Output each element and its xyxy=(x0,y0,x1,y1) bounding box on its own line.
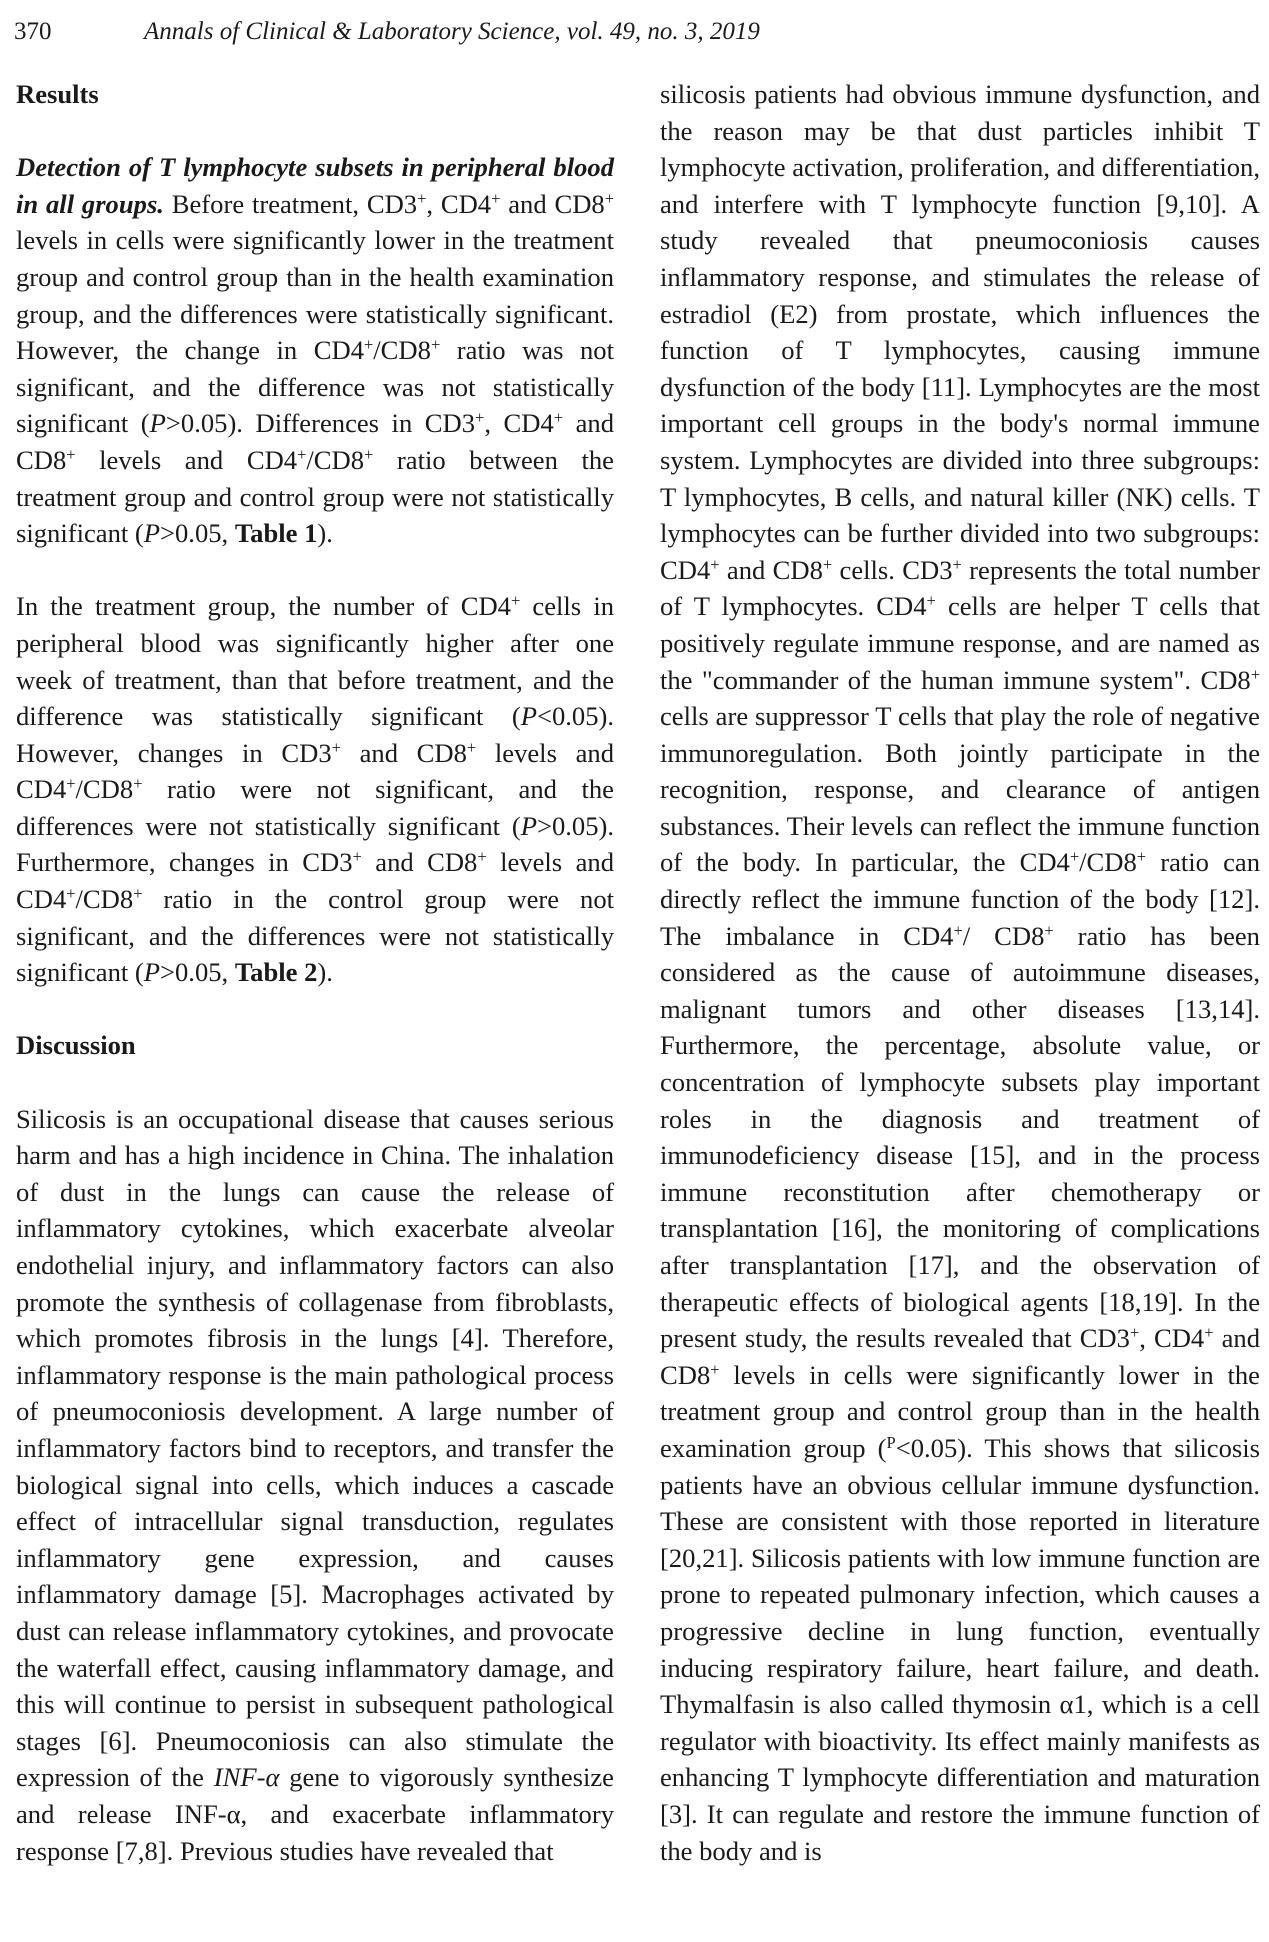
table-2-reference[interactable]: Table 2 xyxy=(234,957,318,988)
results-paragraph-1: Detection of T lymphocyte subsets in peripheral blood in all groups. Before treatment, CD3+, CD4+ and CD8+ levels in cells were significantly lower in the treatment group and control group than in the health examination group, and the differences were statistically significant. However, the change in CD4+/CD8+ ratio was not significant, and the difference was not statistically significant (P>0.05). Differences in CD3+, CD4+ and CD8+ levels and CD4+/CD8+ ratio between the treatment group and control group were not statistically significant (P>0.05, Table 1). xyxy=(16,152,614,549)
journal-title: Annals of Clinical & Laboratory Science, vol. 49, no. 3, 2019 xyxy=(144,18,760,45)
left-column xyxy=(16,76,614,1869)
right-column xyxy=(660,76,1260,1869)
page-number: 370 xyxy=(14,18,52,45)
table-1-reference[interactable]: Table 1 xyxy=(234,518,318,549)
discussion-paragraph-1: Silicosis is an occupational disease that causes serious harm and has a high incidence in China. The inhalation of dust in the lungs can cause the release of inflammatory cytokines, which exacerbate alveolar endothelial injury, and inflammatory factors can also promote the synthesis of collagenase from fibroblasts, which promotes fibrosis in the lungs [4]. Therefore, inflammatory response is the main pathological process of pneumoconiosis development. A large number of inflammatory factors bind to receptors, and transfer the biological signal into cells, which induces a cascade effect of intracellular signal transduction, regulates inflammatory gene expression, and causes inflammatory damage [5]. Macrophages activated by dust can release inflammatory cytokines, and provocate the waterfall effect, causing inflammatory damage, and this will continue to persist in subsequent pathological stages [6]. Pneumoconiosis can also stimulate the expression of the INF-α gene to vigorously synthesize and release INF-α, and exacerbate inflammatory response [7,8]. Previous studies have revealed that xyxy=(16,1103,614,1866)
discussion-heading: Discussion xyxy=(16,1030,136,1061)
subsection-title: Detection of T lymphocyte subsets in peripheral blood in all groups. xyxy=(16,152,614,219)
results-heading: Results xyxy=(16,79,99,109)
results-paragraph-2: In the treatment group, the number of CD4+ cells in peripheral blood was significantly higher after one week of treatment, than that before treatment, and the difference was statistically significant (P<0.05). However, changes in CD3+ and CD8+ levels and CD4+/CD8+ ratio were not significant, and the differences were not statistically significant (P>0.05). Furthermore, changes in CD3+ and CD8+ levels and CD4+/CD8+ ratio in the control group were not significant, and the differences were not statistically significant (P>0.05, Table 2). xyxy=(16,591,614,988)
discussion-paragraph-2: silicosis patients had obvious immune dysfunction, and the reason may be that dust particles inhibit T lymphocyte activation, proliferation, and differentiation, and interfere with T lymphocyte function [9,10]. A study revealed that pneumoconiosis causes inflammatory response, and stimulates the release of estradiol (E2) from prostate, which influences the function of T lymphocytes, causing immune dysfunction of the body [11]. Lymphocytes are the most important cell groups in the body's normal immune system. Lymphocytes are divided into three subgroups: T lymphocytes, B cells, and natural killer (NK) cells. T lymphocytes can be further divided into two subgroups: CD4+ and CD8+ cells. CD3+ represents the total number of T lymphocytes. CD4+ cells are helper T cells that positively regulate immune response, and are named as the "commander of the human immune system". CD8+ cells are suppressor T cells that play the role of negative immunoregulation. Both jointly participate in the recognition, response, and clearance of antigen substances. Their levels can reflect the immune function of the body. In particular, the CD4+/CD8+ ratio can directly reflect the immune function of the body [12]. The imbalance in CD4+/ CD8+ ratio has been considered as the cause of autoimmune diseases, malignant tumors and other diseases [13,14]. Furthermore, the percentage, absolute value, or concentration of lymphocyte subsets play important roles in the diagnosis and treatment of immunodeficiency disease [15], and in the process immune reconstitution after chemotherapy or transplantation [16], the monitoring of complications after transplantation [17], and the observation of therapeutic effects of biological agents [18,19]. In the present study, the results revealed that CD3+, CD4+ and CD8+ levels in cells were significantly lower in the treatment group and control group than in the health examination group ($^P$<0.05). This shows that silicosis patients have an obvious cellular immune dysfunction. These are consistent with those reported in literature [20,21]. Silicosis patients with low immune function are prone to repeated pulmonary infection, which causes a progressive decline in lung function, eventually inducing respiratory failure, heart failure, and death. Thymalfasin is also called thymosin α1, which is a cell regulator with bioactivity. Its effect mainly manifests as enhancing T lymphocyte differentiation and maturation [3]. It can regulate and restore the immune function of the body and is xyxy=(660,79,1261,1866)
running-header xyxy=(14,16,1254,48)
